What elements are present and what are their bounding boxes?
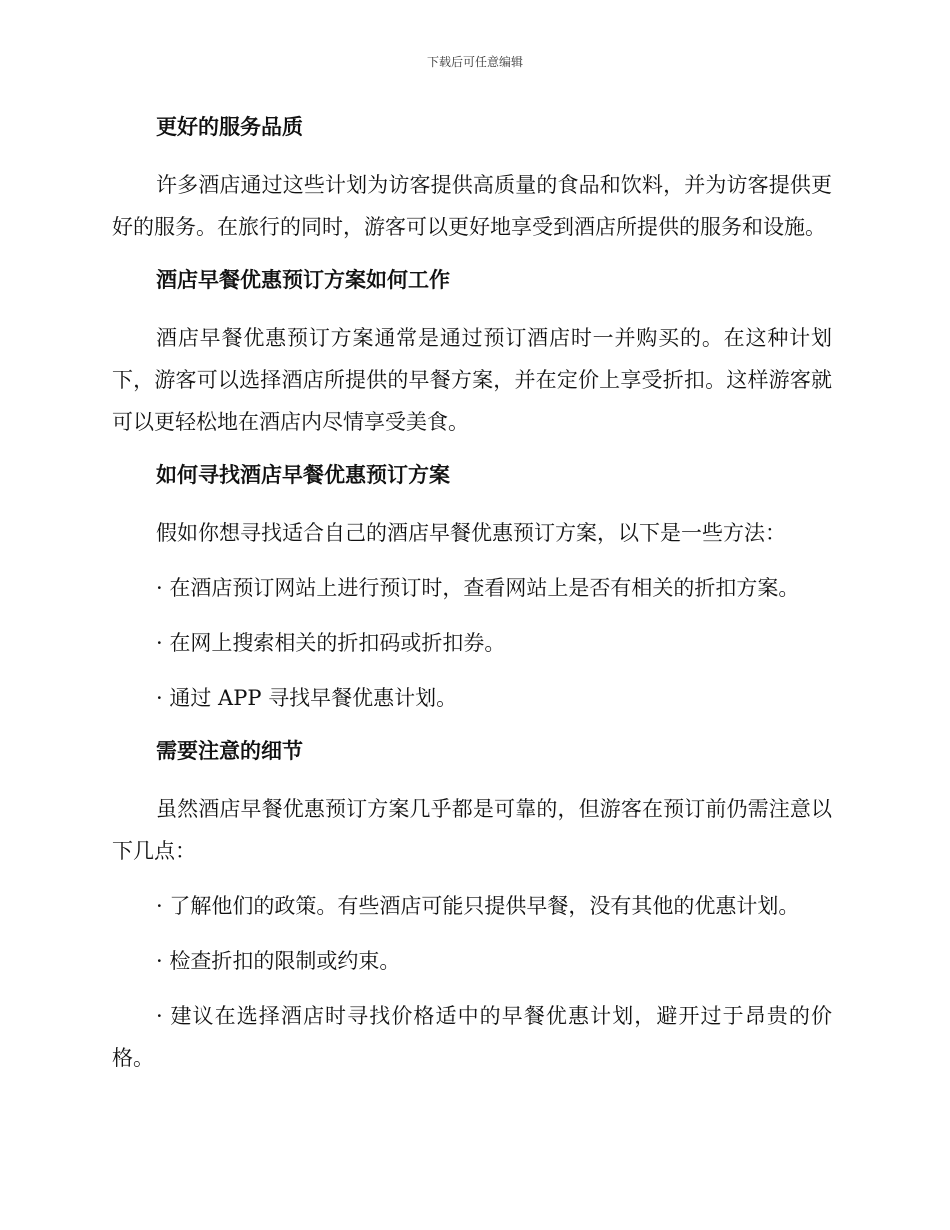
list-item: · 检查折扣的限制或约束。 — [156, 949, 401, 973]
list-item: · 在酒店预订网站上进行预订时，查看网站上是否有相关的折扣方案。 — [156, 576, 800, 600]
page-header: 下载后可任意编辑 — [426, 55, 523, 69]
list-item: · 在网上搜索相关的折扣码或折扣券。 — [156, 631, 506, 655]
paragraph-how-to-find: 假如你想寻找适合自己的酒店早餐优惠预订方案，以下是一些方法： — [156, 521, 786, 545]
section-heading-details: 需要注意的细节 — [156, 738, 303, 763]
paragraph-details: 虽然酒店早餐优惠预订方案几乎都是可靠的，但游客在预订前仍需注意以下几点： — [112, 797, 832, 863]
paragraph-service-quality: 许多酒店通过这些计划为访客提供高质量的食品和饮料，并为访客提供更好的服务。在旅行的同时，游客可以更好地享受到酒店所提供的服务和设施。 — [112, 173, 832, 239]
section-heading-service-quality: 更好的服务品质 — [156, 114, 303, 139]
section-heading-how-it-works: 酒店早餐优惠预订方案如何工作 — [156, 267, 450, 292]
paragraph-how-it-works: 酒店早餐优惠预订方案通常是通过预订酒店时一并购买的。在这种计划下，游客可以选择酒店所提供的早餐方案，并在定价上享受折扣。这样游客就可以更轻松地在酒店内尽情享受美食。 — [112, 326, 832, 434]
document-body — [112, 108, 832, 1079]
list-item: · 建议在选择酒店时寻找价格适中的早餐优惠计划，避开过于昂贵的价格。 — [112, 1004, 832, 1070]
list-item: · 了解他们的政策。有些酒店可能只提供早餐，没有其他的优惠计划。 — [156, 894, 800, 918]
list-item: · 通过 APP 寻找早餐优惠计划。 — [156, 686, 458, 710]
section-heading-how-to-find: 如何寻找酒店早餐优惠预订方案 — [156, 462, 450, 487]
